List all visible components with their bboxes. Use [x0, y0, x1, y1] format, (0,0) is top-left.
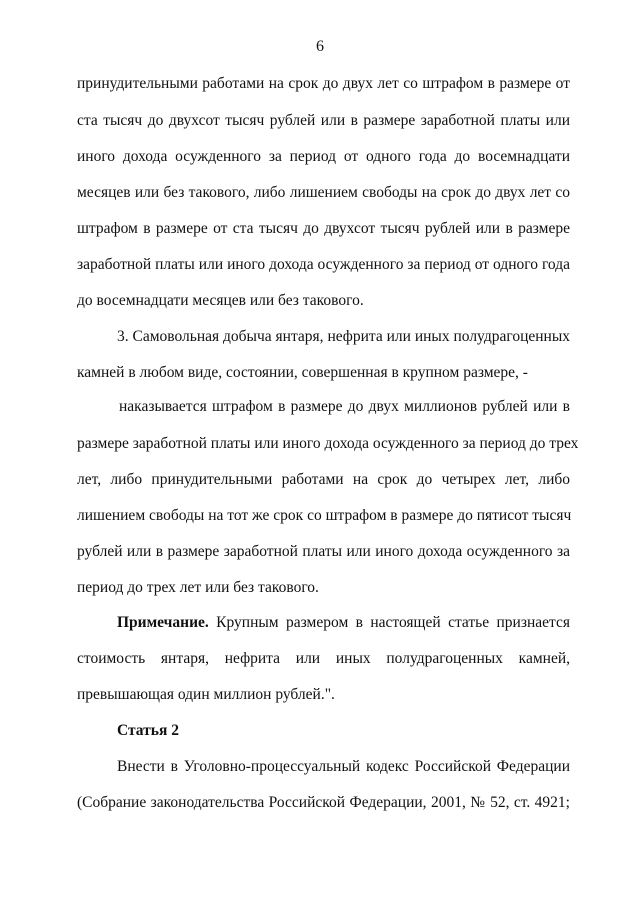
text-line: лет, либо принудительными работами на срок до четырех лет, либо: [77, 471, 570, 488]
text-line: период до трех лет или без такового.: [77, 579, 319, 596]
text-line: принудительными работами на срок до двух лет со штрафом в размере от: [77, 75, 570, 92]
text-line: месяцев или без такового, либо лишением свободы на срок до двух лет со: [77, 184, 570, 201]
note-text: Крупным размером в настоящей статье признается: [208, 614, 570, 631]
text-line: (Собрание законодательства Российской Федерации, 2001, № 52, ст. 4921;: [77, 794, 570, 811]
text-line: размере заработной платы или иного дохода осужденного за период до трех: [77, 435, 579, 452]
page-number: 6: [316, 38, 324, 55]
text-line: иного дохода осужденного за период от одного года до восемнадцати: [77, 148, 570, 165]
text-line: заработной платы или иного дохода осужденного за период от одного года: [77, 256, 570, 273]
text-line: наказывается штрафом в размере до двух миллионов рублей или в: [119, 398, 570, 415]
text-line: штрафом в размере от ста тысяч до двухсот тысяч рублей или в размере: [77, 220, 570, 237]
text-line: ста тысяч до двухсот тысяч рублей или в размере заработной платы или: [77, 112, 570, 129]
note-line: [117, 613, 570, 633]
text-line: Внести в Уголовно-процессуальный кодекс Российской Федерации: [117, 758, 570, 775]
text-line: рублей или в размере заработной платы или иного дохода осужденного за: [77, 543, 570, 560]
text-line: камней в любом виде, состоянии, совершенная в крупном размере, -: [77, 364, 528, 381]
text-line: превышающая один миллион рублей.".: [77, 686, 335, 703]
article-heading: Статья 2: [117, 722, 179, 739]
note-label: Примечание.: [117, 614, 209, 631]
text-line: стоимость янтаря, нефрита или иных полудрагоценных камней,: [77, 650, 570, 667]
text-line: 3. Самовольная добыча янтаря, нефрита или иных полудрагоценных: [117, 328, 570, 345]
text-line: до восемнадцати месяцев или без такового.: [77, 292, 364, 309]
text-line: лишением свободы на тот же срок со штрафом в размере до пятисот тысяч: [77, 507, 572, 524]
